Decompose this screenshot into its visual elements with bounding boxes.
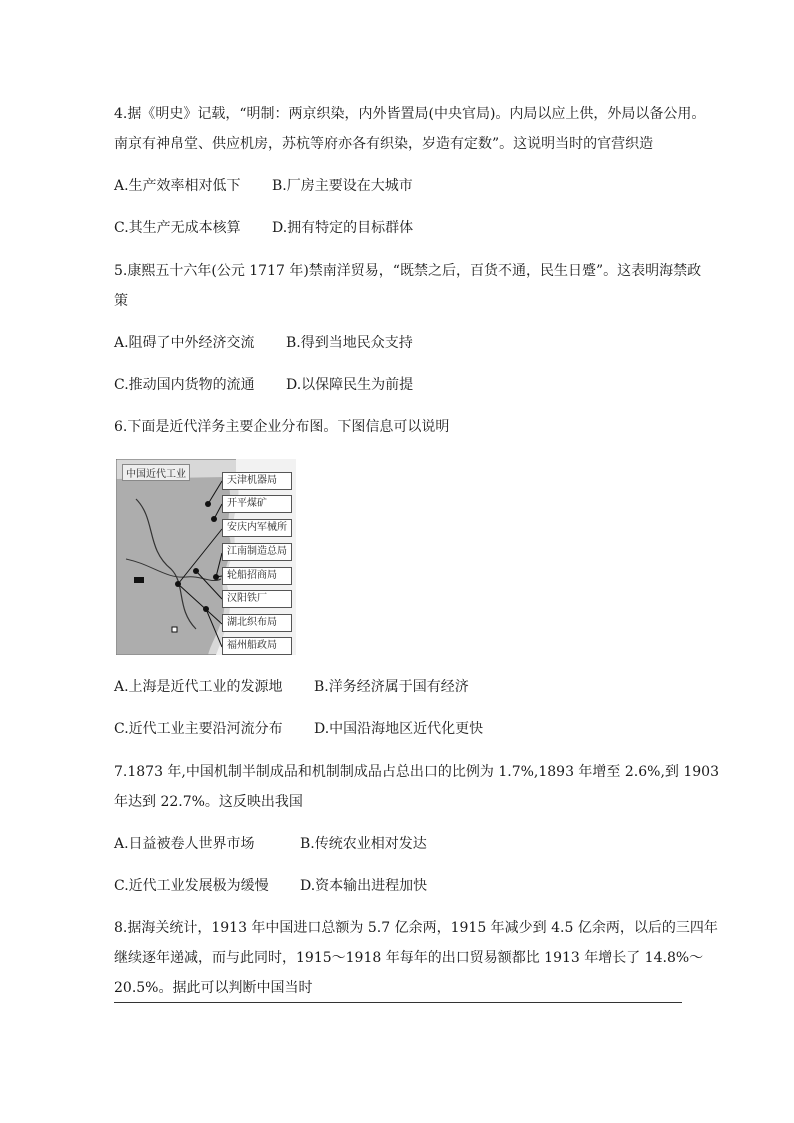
q4-stem-line2: 南京有神帛堂、供应机房，苏杭等府亦各有织染，岁造有定数”。这说明当时的官营织造 <box>114 136 654 152</box>
page-divider <box>114 1002 682 1003</box>
map-label-tianjin: 天津机器局 <box>222 472 292 490</box>
q6-option-b: B.洋务经济属于国有经济 <box>314 679 469 695</box>
q7-option-b: B.传统农业相对发达 <box>300 836 427 852</box>
q6-option-c: C.近代工业主要沿河流分布 <box>114 721 283 737</box>
q5-option-c: C.推动国内货物的流通 <box>114 377 255 393</box>
q7-option-c: C.近代工业发展极为缓慢 <box>114 878 269 894</box>
q5-option-a: A.阻碍了中外经济交流 <box>114 335 255 351</box>
q5-option-b: B.得到当地民众支持 <box>286 335 413 351</box>
q7-stem-line2: 年达到 22.7%。这反映出我国 <box>114 794 303 810</box>
q7-option-a: A.日益被卷人世界市场 <box>114 836 255 852</box>
q4-option-a: A.生产效率相对低下 <box>114 178 241 194</box>
q5-stem-line2: 策 <box>114 293 128 309</box>
q8-stem-line1: 8.据海关统计，1913 年中国进口总额为 5.7 亿余两，1915 年减少到 4.5 亿余两，以后的三四年 <box>114 920 718 936</box>
q8-stem-line3: 20.5%。据此可以判断中国当时 <box>114 980 313 996</box>
q4-option-c: C.其生产无成本核算 <box>114 220 241 236</box>
q4-option-d: D.拥有特定的目标群体 <box>272 220 414 236</box>
map-label-fuzhou: 福州船政局 <box>222 637 292 655</box>
q7-stem-line1: 7.1873 年,中国机制半制成品和机制制成品占总出口的比例为 1.7%,1893 年增至 2.6%,到 1903 <box>114 764 719 780</box>
map-label-hanyang: 汉阳铁厂 <box>222 590 292 608</box>
q8-stem-line2: 继续逐年递减，而与此同时，1915～1918 年每年的出口贸易额都比 1913 年增长了 14.8%～ <box>114 950 704 966</box>
map-label-kaiping: 开平煤矿 <box>222 495 292 513</box>
map-title: 中国近代工业 <box>122 464 190 481</box>
q5-stem-line1: 5.康熙五十六年(公元 1717 年)禁南洋贸易，“既禁之后，百货不通，民生日蹙”。这表明海禁政 <box>114 263 702 279</box>
q5-option-d: D.以保障民生为前提 <box>286 377 414 393</box>
map-label-hubei: 湖北织布局 <box>222 614 292 632</box>
q7-option-d: D.资本输出进程加快 <box>300 878 428 894</box>
map-label-jiangnan: 江南制造总局 <box>222 543 292 561</box>
q6-option-d: D.中国沿海地区近代化更快 <box>314 721 484 737</box>
q6-stem-line1: 6.下面是近代洋务主要企业分布图。下图信息可以说明 <box>114 419 450 435</box>
q6-option-a: A.上海是近代工业的发源地 <box>114 679 283 695</box>
q4-stem-line1: 4.据《明史》记载，“明制：两京织染，内外皆置局(中央官局)。内局以应上供，外局以备公用。 <box>114 106 706 122</box>
map-label-anqing: 安庆内军械所 <box>222 519 292 537</box>
map-label-zhaoshang: 轮船招商局 <box>222 567 292 585</box>
q4-option-b: B.厂房主要设在大城市 <box>272 178 413 194</box>
